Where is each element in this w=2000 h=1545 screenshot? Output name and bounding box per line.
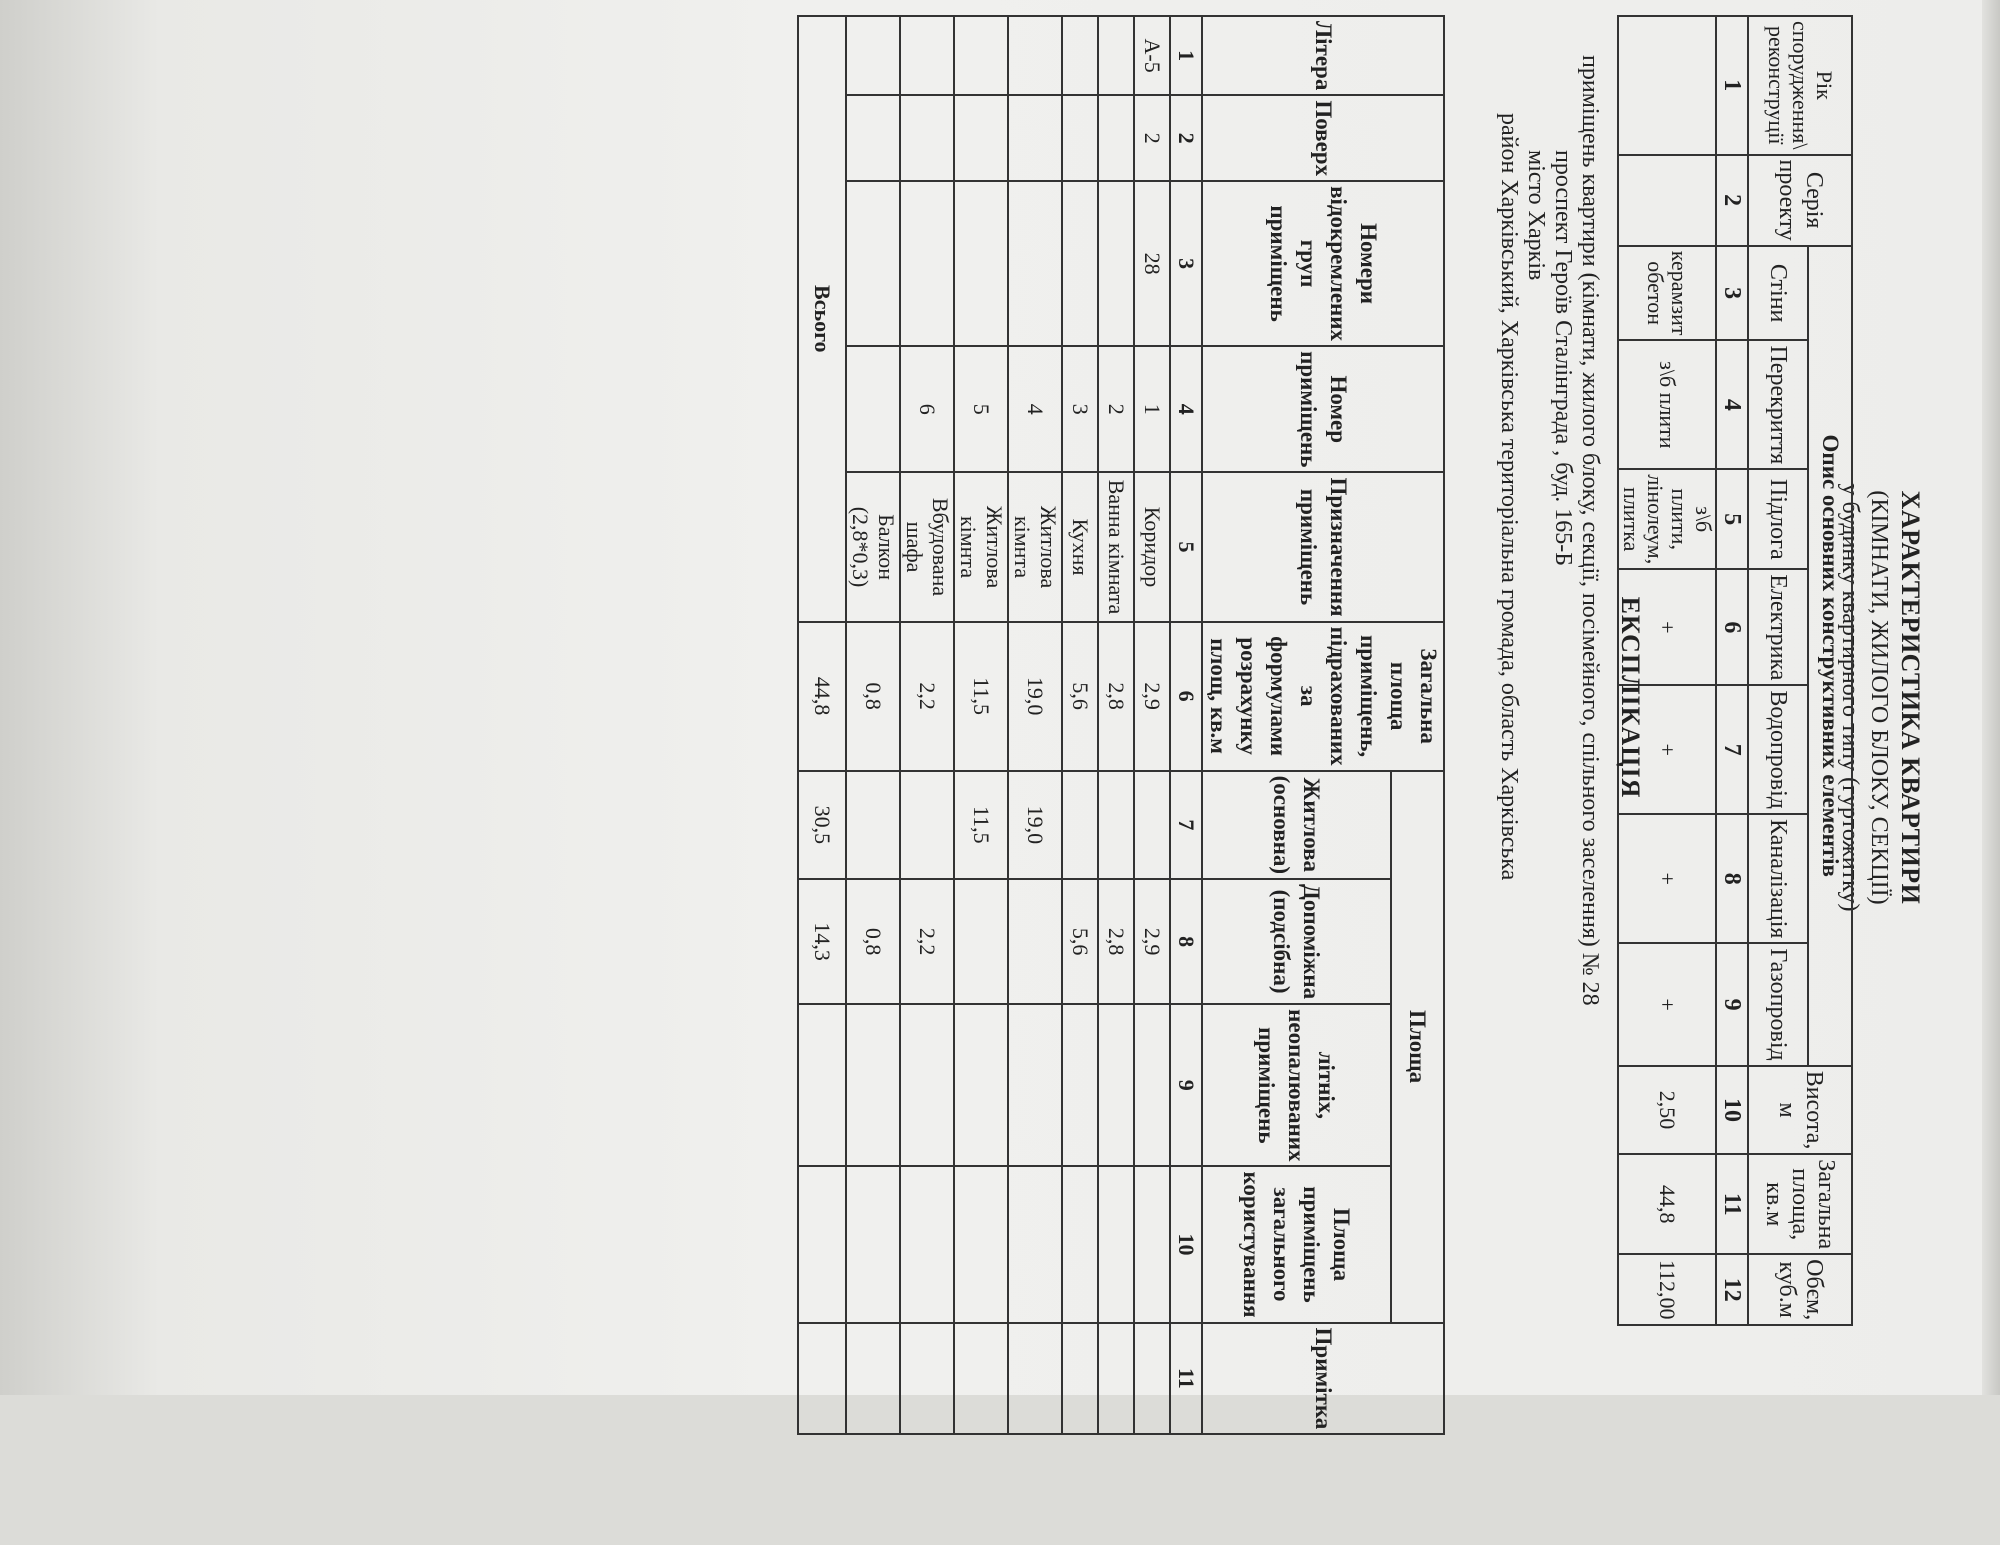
row-aux bbox=[954, 879, 1008, 1004]
row-group bbox=[1098, 181, 1134, 346]
document-subtitle: (КІМНАТИ, ЖИЛОГО БЛОКУ, СЕКЦІЇ) bbox=[1866, 490, 1892, 905]
row-name: Житлова кімнта bbox=[954, 472, 1008, 621]
value-height: 2,50 bbox=[1618, 1066, 1716, 1155]
value-ceilings: з\б плити bbox=[1618, 340, 1716, 469]
row-number: 1 bbox=[1134, 346, 1170, 472]
row-summer bbox=[954, 1004, 1008, 1166]
explication-apartment: приміщень квартири (кімнати, жилого блоку, секції, посімейного, спільного заселення) № 28 bbox=[1577, 55, 1603, 1006]
col-floor: Підлога bbox=[1748, 469, 1808, 569]
expl-col-group: Номери відокремлених груп приміщень bbox=[1202, 181, 1444, 346]
row-group: 28 bbox=[1134, 181, 1170, 346]
row-number: 5 bbox=[954, 346, 1008, 472]
explication-header bbox=[1495, 0, 1645, 1395]
col-number: 1 bbox=[1716, 16, 1748, 155]
row-name: Балкон (2,8*0,3) bbox=[846, 472, 900, 621]
expl-col-note: Примітка bbox=[1202, 1323, 1444, 1435]
row-floor bbox=[1062, 95, 1098, 181]
row-aux: 5,6 bbox=[1062, 879, 1098, 1004]
row-summer bbox=[1062, 1004, 1098, 1166]
row-common bbox=[900, 1166, 954, 1322]
table-row bbox=[846, 16, 900, 1434]
row-total: 19,0 bbox=[1008, 622, 1062, 771]
table-row bbox=[954, 16, 1008, 1434]
col-electric: Електрика bbox=[1748, 569, 1808, 685]
expl-col-number: 11 bbox=[1170, 1323, 1202, 1435]
row-total: 2,9 bbox=[1134, 622, 1170, 771]
expl-col-living: Житлова (основна) bbox=[1202, 771, 1391, 879]
row-letter bbox=[1098, 16, 1134, 95]
row-common bbox=[846, 1166, 900, 1322]
row-note bbox=[954, 1323, 1008, 1435]
row-total: 2,8 bbox=[1098, 622, 1134, 771]
row-letter bbox=[1008, 16, 1062, 95]
expl-col-summer: літніх, неопалюваних приміщень bbox=[1202, 1004, 1391, 1166]
value-gas: + bbox=[1618, 943, 1716, 1065]
value-total-area: 44,8 bbox=[1618, 1154, 1716, 1254]
row-living: 11,5 bbox=[954, 771, 1008, 879]
value-floor: з\б плити, лінолеум, плитка bbox=[1618, 469, 1716, 569]
row-name: Коридор bbox=[1134, 472, 1170, 621]
row-living bbox=[846, 771, 900, 879]
expl-col-number: 3 bbox=[1170, 181, 1202, 346]
table-row bbox=[1134, 16, 1170, 1434]
row-name: Вбудована шафа bbox=[900, 472, 954, 621]
col-number: 8 bbox=[1716, 814, 1748, 943]
row-common bbox=[954, 1166, 1008, 1322]
row-number: 6 bbox=[900, 346, 954, 472]
expl-col-number: 5 bbox=[1170, 472, 1202, 621]
total-label: Всього bbox=[798, 16, 846, 622]
col-number: 10 bbox=[1716, 1066, 1748, 1155]
row-group bbox=[954, 181, 1008, 346]
paper-edge-shadow bbox=[1982, 0, 2000, 1395]
row-aux bbox=[1008, 879, 1062, 1004]
expl-col-number: 1 bbox=[1170, 16, 1202, 95]
expl-col-number: 8 bbox=[1170, 879, 1202, 1004]
value-electric: + bbox=[1618, 569, 1716, 685]
row-note bbox=[1062, 1323, 1098, 1435]
col-gas: Газопровід bbox=[1748, 943, 1808, 1065]
row-letter bbox=[846, 16, 900, 95]
row-floor bbox=[900, 95, 954, 181]
col-number: 3 bbox=[1716, 246, 1748, 341]
row-common bbox=[1098, 1166, 1134, 1322]
col-number: 9 bbox=[1716, 943, 1748, 1065]
expl-col-number: 6 bbox=[1170, 622, 1202, 771]
row-common bbox=[1008, 1166, 1062, 1322]
row-floor bbox=[846, 95, 900, 181]
explication-street: проспект Героїв Сталінграда , буд. 165-Б bbox=[1550, 150, 1576, 567]
expl-col-number: 10 bbox=[1170, 1166, 1202, 1322]
col-number: 6 bbox=[1716, 569, 1748, 685]
row-group bbox=[1008, 181, 1062, 346]
row-floor: 2 bbox=[1134, 95, 1170, 181]
row-letter bbox=[954, 16, 1008, 95]
row-letter bbox=[900, 16, 954, 95]
table-row bbox=[1098, 16, 1134, 1434]
expl-col-number: 4 bbox=[1170, 346, 1202, 472]
col-group-elements: Опис основних конструктивних елементів bbox=[1808, 246, 1852, 1066]
value-walls: керамзит обетон bbox=[1618, 246, 1716, 341]
row-note bbox=[1098, 1323, 1134, 1435]
col-volume: Обєм, куб.м bbox=[1748, 1254, 1852, 1325]
row-name: Ванна кімната bbox=[1098, 472, 1134, 621]
explication-table bbox=[797, 15, 1445, 1435]
expl-col-purpose: Призначення приміщень bbox=[1202, 472, 1444, 621]
row-note bbox=[1134, 1323, 1170, 1435]
row-floor bbox=[1008, 95, 1062, 181]
row-living bbox=[1134, 771, 1170, 879]
expl-col-number: 9 bbox=[1170, 1004, 1202, 1166]
col-ceilings: Перекриття bbox=[1748, 340, 1808, 469]
row-living bbox=[1098, 771, 1134, 879]
expl-col-total-area: Загальна площа приміщень, підрахованих за формулами розрахунку площ, кв.м bbox=[1202, 622, 1444, 771]
row-common bbox=[1134, 1166, 1170, 1322]
expl-col-letter: Літера bbox=[1202, 16, 1444, 95]
col-number: 2 bbox=[1716, 155, 1748, 246]
row-letter bbox=[1062, 16, 1098, 95]
row-total: 11,5 bbox=[954, 622, 1008, 771]
document-subtitle-2: у будинку квартирного типу (гуртожитку) bbox=[1837, 483, 1863, 912]
total-area: 44,8 bbox=[798, 622, 846, 771]
row-name: Житлова кімнта bbox=[1008, 472, 1062, 621]
row-common bbox=[1062, 1166, 1098, 1322]
total-common bbox=[798, 1166, 846, 1322]
explication-title: ЕКСПЛІКАЦІЯ bbox=[1616, 596, 1645, 799]
row-group bbox=[900, 181, 954, 346]
row-aux: 2,9 bbox=[1134, 879, 1170, 1004]
total-row bbox=[798, 16, 846, 1434]
col-sewer: Каналізація bbox=[1748, 814, 1808, 943]
table-row bbox=[1062, 16, 1098, 1434]
explication-city: місто Харків bbox=[1523, 150, 1549, 281]
table-row bbox=[1008, 16, 1062, 1434]
col-total-area: Загальна площа, кв.м bbox=[1748, 1154, 1852, 1254]
expl-col-number: 7 bbox=[1170, 771, 1202, 879]
row-name: Кухня bbox=[1062, 472, 1098, 621]
row-number: 2 bbox=[1098, 346, 1134, 472]
table-row bbox=[900, 16, 954, 1434]
row-summer bbox=[1098, 1004, 1134, 1166]
row-floor bbox=[1098, 95, 1134, 181]
col-year: Рік спорудження\ реконструції bbox=[1748, 16, 1852, 155]
explication-district: район Харківський, Харківська територіальна громада, область Харківська bbox=[1496, 113, 1522, 881]
row-group bbox=[846, 181, 900, 346]
value-sewer: + bbox=[1618, 814, 1716, 943]
row-living bbox=[1062, 771, 1098, 879]
characteristics-table bbox=[1617, 15, 1853, 1326]
total-note bbox=[798, 1323, 846, 1435]
col-height: Висота, м bbox=[1748, 1066, 1852, 1155]
col-series: Серія проекту bbox=[1748, 155, 1852, 246]
col-number: 12 bbox=[1716, 1254, 1748, 1325]
expl-col-number: 2 bbox=[1170, 95, 1202, 181]
row-letter: А-5 bbox=[1134, 16, 1170, 95]
col-number: 11 bbox=[1716, 1154, 1748, 1254]
expl-col-area-group: Площа bbox=[1391, 771, 1444, 1323]
row-aux: 2,8 bbox=[1098, 879, 1134, 1004]
col-number: 5 bbox=[1716, 469, 1748, 569]
total-living: 30,5 bbox=[798, 771, 846, 879]
col-water: Водопровід bbox=[1748, 685, 1808, 814]
expl-col-common: Площа приміщень загального користування bbox=[1202, 1166, 1391, 1322]
row-summer bbox=[1008, 1004, 1062, 1166]
row-number bbox=[846, 346, 900, 472]
value-volume: 112,00 bbox=[1618, 1254, 1716, 1325]
total-summer bbox=[798, 1004, 846, 1166]
row-living: 19,0 bbox=[1008, 771, 1062, 879]
row-floor bbox=[954, 95, 1008, 181]
row-total: 2,2 bbox=[900, 622, 954, 771]
expl-col-auxiliary: Допоміжна (подсібна) bbox=[1202, 879, 1391, 1004]
expl-col-floor: Поверх bbox=[1202, 95, 1444, 181]
row-note bbox=[1008, 1323, 1062, 1435]
row-summer bbox=[900, 1004, 954, 1166]
col-number: 7 bbox=[1716, 685, 1748, 814]
col-walls: Стіни bbox=[1748, 246, 1808, 341]
document-title: ХАРАКТЕРИСТИКА КВАРТИРИ bbox=[1896, 490, 1925, 905]
row-total: 0,8 bbox=[846, 622, 900, 771]
expl-col-room-number: Номер приміщень bbox=[1202, 346, 1444, 472]
total-aux: 14,3 bbox=[798, 879, 846, 1004]
value-water: + bbox=[1618, 685, 1716, 814]
row-total: 5,6 bbox=[1062, 622, 1098, 771]
row-aux: 2,2 bbox=[900, 879, 954, 1004]
col-number: 4 bbox=[1716, 340, 1748, 469]
row-group bbox=[1062, 181, 1098, 346]
row-living bbox=[900, 771, 954, 879]
row-note bbox=[900, 1323, 954, 1435]
row-aux: 0,8 bbox=[846, 879, 900, 1004]
row-note bbox=[846, 1323, 900, 1435]
row-summer bbox=[846, 1004, 900, 1166]
row-number: 3 bbox=[1062, 346, 1098, 472]
row-number: 4 bbox=[1008, 346, 1062, 472]
row-summer bbox=[1134, 1004, 1170, 1166]
